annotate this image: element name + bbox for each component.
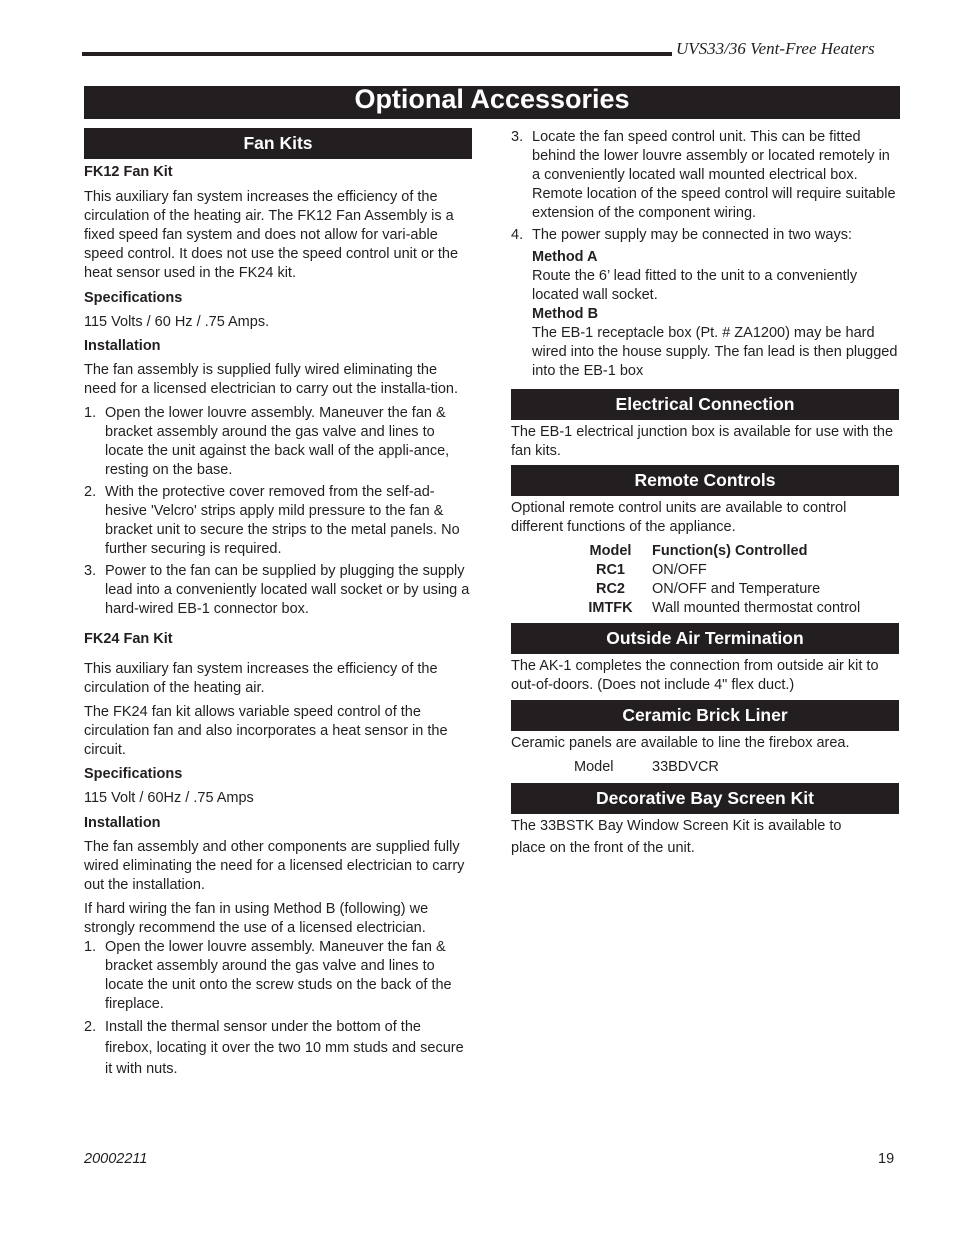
document-title: UVS33/36 Vent-Free Heaters <box>676 39 875 58</box>
fk12-steps <box>84 404 472 619</box>
method-b-text: The EB-1 receptacle box (Pt. # ZA1200) may be hard wired into the house supply. The fan lead is then plugged into the EB-1 box <box>532 325 898 379</box>
step-text: Locate the fan speed control unit. This can be fitted behind the lower louvre assembly or located remotely in a conveniently located wall mounted electrical box. Remote location of the speed control will require suitable extension of the component wiring. <box>532 129 896 221</box>
list-item <box>84 562 472 619</box>
fk24-title: FK24 Fan Kit <box>84 631 173 647</box>
list-item <box>84 404 472 480</box>
method-a-label: Method A <box>532 249 598 265</box>
list-item <box>84 483 472 559</box>
page-title: Optional Accessories <box>84 86 900 119</box>
method-b-label: Method B <box>532 306 599 322</box>
list-item <box>84 1017 472 1080</box>
bay-screen-text-1: The 33BSTK Bay Window Screen Kit is available to <box>511 818 842 834</box>
fk24-install-note: If hard wiring the fan in using Method B (following) we strongly recommend the use of a licensed electrician. <box>84 901 429 936</box>
step-number: 4. <box>511 227 524 243</box>
fk12-intro: This auxiliary fan system increases the efficiency of the circulation of the heating air. The FK12 Fan Assembly is a fixed speed fan system and does not allow for vari-able speed control. It does not use the speed control unit or the heat sensor used in the FK24 kit. <box>84 189 459 281</box>
method-a-text: Route the 6’ lead fitted to the unit to a conveniently located wall socket. <box>532 268 858 303</box>
function-cell: Wall mounted thermostat control <box>652 600 861 616</box>
step-text: Install the thermal sensor under the bottom of the firebox, locating it over the two 10 mm studs and secure it with nuts. <box>105 1019 464 1077</box>
fk24-steps <box>84 938 472 1080</box>
step-number: 2. <box>84 484 97 500</box>
document-number: 20002211 <box>84 1151 148 1167</box>
model-cell: IMTFK <box>588 600 633 616</box>
fk12-spec-value: 115 Volts / 60 Hz / .75 Amps. <box>84 314 270 330</box>
decorative-bay-screen-kit-heading: Decorative Bay Screen Kit <box>511 783 899 814</box>
model-cell: RC1 <box>595 562 625 578</box>
ceramic-brick-liner-heading: Ceramic Brick Liner <box>511 700 899 731</box>
brick-model-value: 33BDVCR <box>652 759 719 775</box>
step-text: Open the lower louvre assembly. Maneuver the fan & bracket assembly around the gas valve and lines to locate the unit against the back wall of the appli-ance, resting on the base. <box>105 405 450 478</box>
remote-controls-heading: Remote Controls <box>511 465 899 496</box>
brick-model-label: Model <box>574 759 614 775</box>
fk12-install-label: Installation <box>84 338 161 354</box>
fk24-steps-continued <box>511 128 899 381</box>
list-item <box>511 226 899 381</box>
electrical-connection-text: The EB-1 electrical junction box is available for use with the fan kits. <box>511 424 894 459</box>
step-number: 1. <box>84 405 97 421</box>
model-cell: RC2 <box>595 581 625 597</box>
table-row <box>569 580 860 599</box>
table-row <box>569 561 860 580</box>
fk12-spec-label: Specifications <box>84 290 183 306</box>
fan-kits-heading: Fan Kits <box>84 128 472 159</box>
left-column <box>84 128 472 1080</box>
step-text: Open the lower louvre assembly. Maneuver the fan & bracket assembly around the gas valve and lines to locate the unit onto the screw studs on the back of the fireplace. <box>105 939 452 1012</box>
fk24-intro-2: The FK24 fan kit allows variable speed control of the circulation fan and also incorporates a heat sensor in the circuit. <box>84 704 448 758</box>
page-number: 19 <box>878 1151 895 1167</box>
remote-controls-text: Optional remote control units are available to control different functions of the appliance. <box>511 500 847 535</box>
step-number: 3. <box>84 563 97 579</box>
fk24-install-intro: The fan assembly and other components are supplied fully wired eliminating the need for a licensed electrician to carry out the installation. <box>84 839 465 893</box>
list-item <box>84 938 472 1014</box>
step-number: 3. <box>511 129 524 145</box>
bay-screen-text-2: place on the front of the unit. <box>511 840 695 856</box>
outside-air-termination-heading: Outside Air Termination <box>511 623 899 654</box>
function-cell: ON/OFF and Temperature <box>652 581 821 597</box>
fk24-spec-label: Specifications <box>84 766 183 782</box>
step-number: 2. <box>84 1019 97 1035</box>
remote-models-table <box>569 542 860 618</box>
ceramic-brick-liner-text: Ceramic panels are available to line the firebox area. <box>511 735 850 751</box>
header-rule <box>82 52 672 56</box>
column-header-model: Model <box>589 543 632 559</box>
table-row <box>569 599 860 618</box>
fk24-intro-1: This auxiliary fan system increases the efficiency of the circulation of the heating air. <box>84 661 438 696</box>
step-text: Power to the fan can be supplied by plugging the supply lead into a conveniently located wall socket or by using a hard-wired EB-1 connector box. <box>105 563 470 617</box>
electrical-connection-heading: Electrical Connection <box>511 389 899 420</box>
fk24-spec-value: 115 Volt / 60Hz / .75 Amps <box>84 790 254 806</box>
table-header-row <box>569 542 860 561</box>
brick-model-line <box>511 758 899 777</box>
fk12-install-intro: The fan assembly is supplied fully wired eliminating the need for a licensed electrician to carry out the installa-tion. <box>84 362 458 397</box>
step-number: 1. <box>84 939 97 955</box>
step-text: The power supply may be connected in two ways: <box>532 227 852 243</box>
fk24-install-label: Installation <box>84 815 161 831</box>
function-cell: ON/OFF <box>652 562 707 578</box>
right-column <box>511 128 899 858</box>
step-text: With the protective cover removed from the self-ad-hesive 'Velcro' strips apply mild pressure to the fan & bracket unit to secure the strips to the metal panels. No further securing is required. <box>105 484 460 557</box>
outside-air-termination-text: The AK-1 completes the connection from outside air kit to out-of-doors. (Does not include 4" flex duct.) <box>511 658 879 693</box>
fk12-title: FK12 Fan Kit <box>84 164 173 180</box>
list-item <box>511 128 899 223</box>
column-header-function: Function(s) Controlled <box>652 543 808 559</box>
